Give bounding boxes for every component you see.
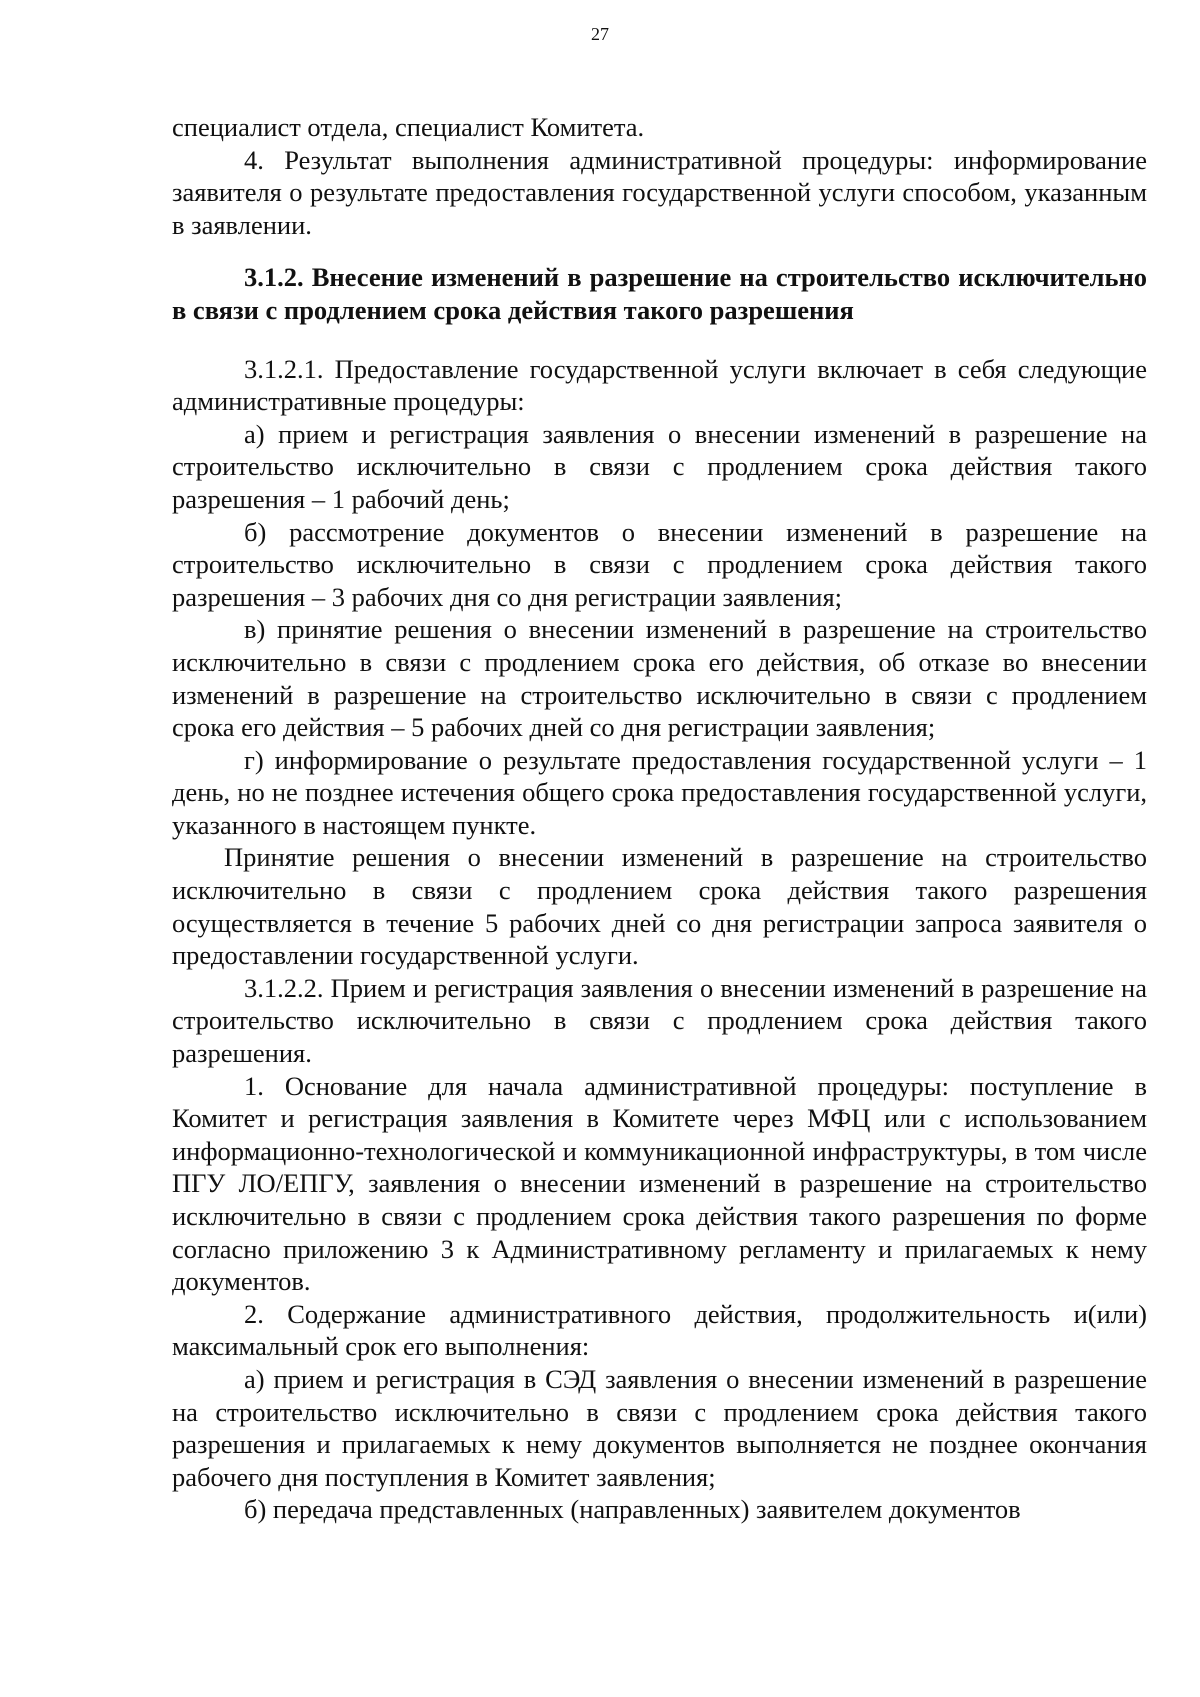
paragraph: 3.1.2.2. Прием и регистрация заявления о внесении изменений в разрешение на строительство исключительно в связи с продлением срока действия такого разрешения.	[172, 972, 1147, 1069]
paragraph: специалист отдела, специалист Комитета.	[172, 112, 645, 142]
list-item: б) передача представленных (направленных) заявителем документов	[244, 1494, 1021, 1525]
paragraph: 1. Основание для начала административной процедуры: поступление в Комитет и регистрация заявления в Комитете через МФЦ или с использованием информационно-технологической и коммуникационной инфраструктуры, в том числе ПГУ ЛО/ЕПГУ, заявления о внесении изменений в разрешение на строительство исключительно в связи с продлением срока действия такого разрешения по форме согласно приложению 3 к Административному регламенту и прилагаемых к нему документов.	[172, 1070, 1147, 1297]
list-item: а) прием и регистрация в СЭД заявления о внесении изменений в разрешение на строительство исключительно в связи с продлением срока действия такого разрешения и прилагаемых к нему документов выполняется не позднее окончания рабочего дня поступления в Комитет заявления;	[172, 1363, 1147, 1492]
paragraph: 4. Результат выполнения административной процедуры: информирование заявителя о результате предоставления государственной услуги способом, указанным в заявлении.	[172, 144, 1147, 240]
paragraph: Принятие решения о внесении изменений в разрешение на строительство исключительно в связи с продлением срока действия такого разрешения осуществляется в течение 5 рабочих дней со дня регистрации запроса заявителя о предоставлении государственной услуги.	[172, 842, 1147, 971]
section-heading: 3.1.2. Внесение изменений в разрешение на строительство исключительно в связи с продлением срока действия такого разрешения	[172, 262, 1147, 325]
paragraph: 3.1.2.1. Предоставление государственной услуги включает в себя следующие административные процедуры:	[172, 353, 1147, 417]
paragraph: 2. Содержание административного действия, продолжительность и(или) максимальный срок его выполнения:	[172, 1298, 1147, 1362]
list-item: в) принятие решения о внесении изменений в разрешение на строительство исключительно в связи с продлением срока его действия, об отказе во внесении изменений в разрешение на строительство исключительно в связи с продлением срока его действия – 5 рабочих дней со дня регистрации заявления;	[172, 614, 1147, 743]
list-item: г) информирование о результате предоставления государственной услуги – 1 день, но не позднее истечения общего срока предоставления государственной услуги, указанного в настоящем пункте.	[172, 744, 1147, 840]
document-body	[172, 111, 1147, 1526]
page-number: 27	[591, 24, 609, 44]
list-item: а) прием и регистрация заявления о внесении изменений в разрешение на строительство исключительно в связи с продлением срока действия такого разрешения – 1 рабочий день;	[172, 418, 1147, 514]
list-item: б) рассмотрение документов о внесении изменений в разрешение на строительство исключительно в связи с продлением срока действия такого разрешения – 3 рабочих дня со дня регистрации заявления;	[172, 516, 1147, 612]
